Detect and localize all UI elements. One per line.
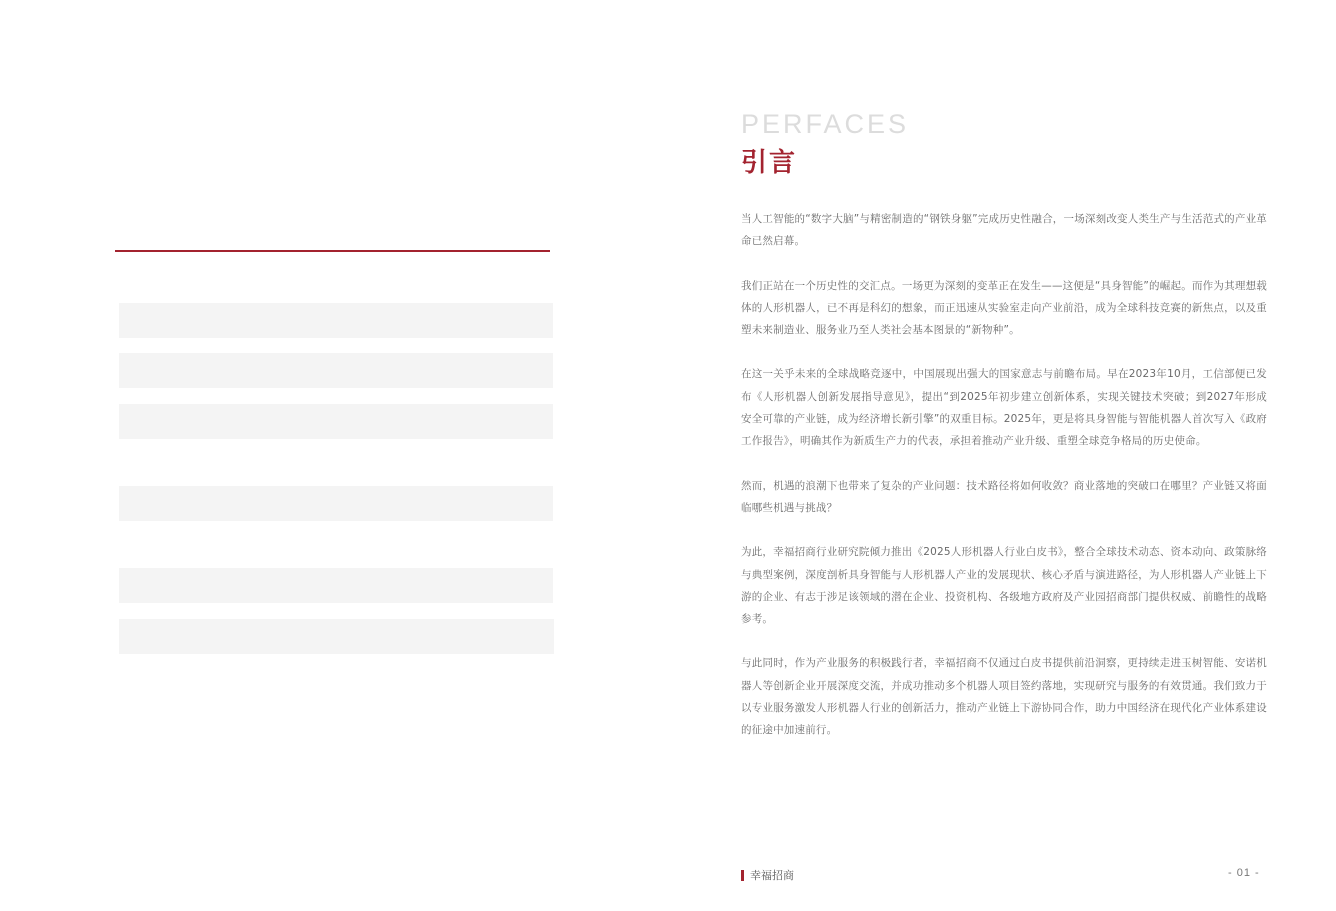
paragraph: 我们正站在一个历史性的交汇点。一场更为深刻的变革正在发生——这便是“具身智能”的崛起。而作为其理想载体的人形机器人，已不再是科幻的想象，而正迅速从实验室走向产业前沿，成为全球科技竞赛的新焦点，以及重塑未来制造业、服务业乃至人类社会基本图景的“新物种”。 <box>741 279 1267 337</box>
paragraph: 当人工智能的“数字大脑”与精密制造的“钢铁身躯”完成历史性融合，一场深刻改变人类生产与生活范式的产业革命已然启幕。 <box>741 213 1267 248</box>
paragraph: 为此，幸福招商行业研究院倾力推出《2025人形机器人行业白皮书》，整合全球技术动态、资本动向、政策脉络与典型案例，深度剖析具身智能与人形机器人产业的发展现状、核心矛盾与演进路径，为人形机器人产业链上下游的企业、有志于涉足该领域的潜在企业、投资机构、各级地方政府及产业园招商部门提供权威、前瞻性的战略参考。 <box>741 546 1267 626</box>
placeholder-bar <box>119 486 553 521</box>
footer-brand-label: 幸福招商 <box>750 869 794 882</box>
paragraph: 在这一关乎未来的全球战略竞逐中，中国展现出强大的国家意志与前瞻布局。早在2023年10月，工信部便已发布《人形机器人创新发展指导意见》，提出“到2025年初步建立创新体系，实现关键技术突破；到2027年形成安全可靠的产业链，成为经济增长新引擎”的双重目标。2025年，更是将具身智能与智能机器人首次写入《政府工作报告》，明确其作为新质生产力的代表，承担着推动产业升级、重塑全球竞争格局的历史使命。 <box>741 368 1267 448</box>
section-eyebrow: PERFACES <box>741 109 910 139</box>
footer-brand <box>741 867 794 883</box>
placeholder-bar <box>119 568 553 603</box>
placeholder-bar <box>119 303 553 338</box>
placeholder-bar <box>119 353 553 388</box>
paragraph: 与此同时，作为产业服务的积极践行者，幸福招商不仅通过白皮书提供前沿洞察，更持续走进玉树智能、安诺机器人等创新企业开展深度交流，并成功推动多个机器人项目签约落地，实现研究与服务的有效贯通。我们致力于以专业服务激发人形机器人行业的创新活力，推动产业链上下游协同合作，助力中国经济在现代化产业体系建设的征途中加速前行。 <box>741 657 1267 737</box>
page-number: - 01 - <box>1228 867 1260 879</box>
preface-section <box>741 0 1267 911</box>
placeholder-bar <box>119 619 554 654</box>
brand-mark-icon <box>741 870 744 881</box>
section-title: 引言 <box>741 148 798 178</box>
paragraph: 然而，机遇的浪潮下也带来了复杂的产业问题：技术路径将如何收敛？商业落地的突破口在哪里？产业链又将面临哪些机遇与挑战？ <box>741 479 1267 514</box>
accent-divider <box>115 250 550 252</box>
placeholder-bar <box>119 404 553 439</box>
preface-body <box>741 208 1267 764</box>
